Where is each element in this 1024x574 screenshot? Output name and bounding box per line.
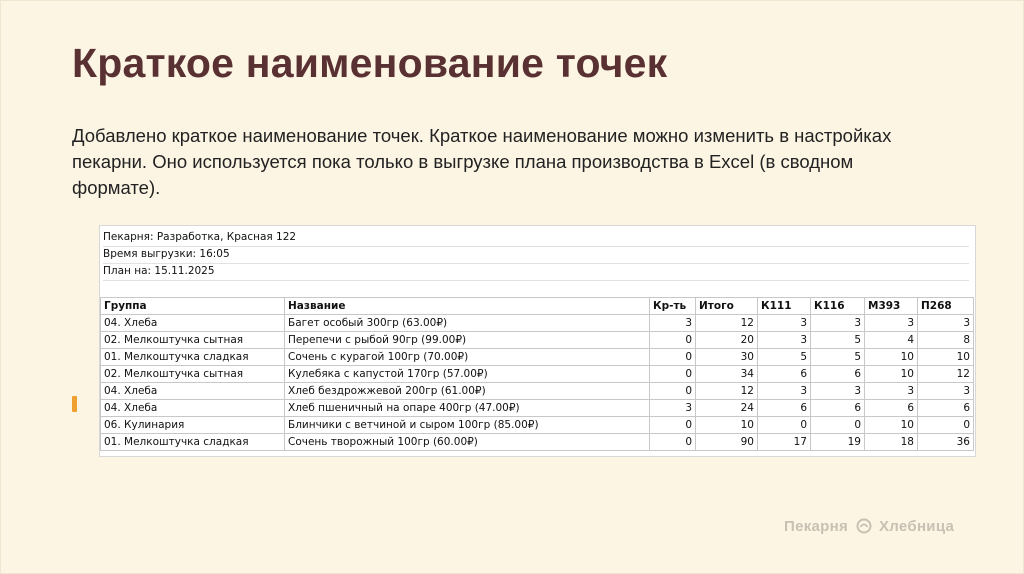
table-row — [101, 349, 974, 366]
table-cell: 3 — [758, 332, 811, 349]
production-plan-table — [100, 297, 974, 451]
table-cell: 0 — [650, 332, 696, 349]
table-cell: 02. Мелкоштучка сытная — [101, 366, 285, 383]
header-m393: М393 — [865, 298, 918, 315]
table-row — [101, 332, 974, 349]
table-cell: 01. Мелкоштучка сладкая — [101, 434, 285, 451]
table-cell: 04. Хлеба — [101, 400, 285, 417]
table-cell: Кулебяка с капустой 170гр (57.00₽) — [285, 366, 650, 383]
table-cell: 17 — [758, 434, 811, 451]
table-row — [101, 383, 974, 400]
table-cell: 6 — [918, 400, 974, 417]
table-cell: 12 — [696, 315, 758, 332]
table-cell: 10 — [865, 366, 918, 383]
table-cell: 8 — [918, 332, 974, 349]
header-total: Итого — [696, 298, 758, 315]
table-cell: 10 — [865, 417, 918, 434]
table-cell: 36 — [918, 434, 974, 451]
table-cell: 01. Мелкоштучка сладкая — [101, 349, 285, 366]
table-cell: 10 — [865, 349, 918, 366]
table-cell: 20 — [696, 332, 758, 349]
table-cell: 4 — [865, 332, 918, 349]
table-row — [101, 400, 974, 417]
brand-text-left: Пекарня — [784, 518, 849, 535]
table-cell: 3 — [918, 315, 974, 332]
table-cell: 5 — [811, 332, 865, 349]
table-cell: Багет особый 300гр (63.00₽) — [285, 315, 650, 332]
table-row — [101, 434, 974, 451]
table-cell: 6 — [758, 366, 811, 383]
table-cell: 6 — [865, 400, 918, 417]
table-cell: 3 — [758, 383, 811, 400]
table-cell: 3 — [811, 315, 865, 332]
table-cell: 0 — [650, 417, 696, 434]
table-cell: 04. Хлеба — [101, 315, 285, 332]
table-cell: Сочень творожный 100гр (60.00₽) — [285, 434, 650, 451]
slide-description: Добавлено краткое наименование точек. Краткое наименование можно изменить в настройках пекарни. Оно используется пока только в выгрузке плана производства в Excel (в сводном формате). — [72, 125, 892, 198]
header-k116: К116 — [811, 298, 865, 315]
table-cell: 34 — [696, 366, 758, 383]
table-cell: 12 — [918, 366, 974, 383]
table-row — [101, 315, 974, 332]
table-cell: 12 — [696, 383, 758, 400]
table-cell: Сочень с курагой 100гр (70.00₽) — [285, 349, 650, 366]
bakery-line: Пекарня: Разработка, Красная 122 — [103, 229, 969, 247]
header-krt: Кр-ть — [650, 298, 696, 315]
slide-title: Краткое наименование точек — [72, 40, 668, 86]
table-cell: 04. Хлеба — [101, 383, 285, 400]
brand-icon — [856, 518, 872, 534]
header-k111: К111 — [758, 298, 811, 315]
table-cell: 10 — [696, 417, 758, 434]
table-cell: 6 — [758, 400, 811, 417]
table-cell: 02. Мелкоштучка сытная — [101, 332, 285, 349]
table-cell: 5 — [758, 349, 811, 366]
brand-logo — [784, 518, 954, 535]
table-header-row — [101, 298, 974, 315]
table-cell: 10 — [918, 349, 974, 366]
table-cell: 06. Кулинария — [101, 417, 285, 434]
accent-marker — [72, 396, 77, 412]
brand-text-right: Хлебница — [879, 518, 955, 535]
table-cell: 0 — [758, 417, 811, 434]
table-cell: Блинчики с ветчиной и сыром 100гр (85.00₽) — [285, 417, 650, 434]
table-cell: 5 — [811, 349, 865, 366]
table-cell: 19 — [811, 434, 865, 451]
table-cell: 0 — [650, 366, 696, 383]
excel-screenshot — [100, 226, 975, 456]
plan-date-line: План на: 15.11.2025 — [103, 263, 969, 281]
export-time-line: Время выгрузки: 16:05 — [103, 246, 969, 264]
empty-row — [103, 280, 969, 298]
header-p268: П268 — [918, 298, 974, 315]
table-cell: Хлеб бездрожжевой 200гр (61.00₽) — [285, 383, 650, 400]
table-cell: 3 — [650, 400, 696, 417]
table-cell: 3 — [650, 315, 696, 332]
table-cell: 30 — [696, 349, 758, 366]
table-cell: 0 — [918, 417, 974, 434]
header-name: Название — [285, 298, 650, 315]
table-cell: 0 — [650, 349, 696, 366]
table-cell: 0 — [811, 417, 865, 434]
table-row — [101, 417, 974, 434]
table-cell: 3 — [865, 383, 918, 400]
table-cell: Перепечи с рыбой 90гр (99.00₽) — [285, 332, 650, 349]
table-cell: 0 — [650, 383, 696, 400]
table-cell: Хлеб пшеничный на опаре 400гр (47.00₽) — [285, 400, 650, 417]
header-group: Группа — [101, 298, 285, 315]
table-row — [101, 366, 974, 383]
table-cell: 6 — [811, 366, 865, 383]
table-cell: 3 — [865, 315, 918, 332]
table-cell: 90 — [696, 434, 758, 451]
table-cell: 3 — [918, 383, 974, 400]
table-cell: 18 — [865, 434, 918, 451]
table-cell: 6 — [811, 400, 865, 417]
table-cell: 3 — [758, 315, 811, 332]
table-cell: 3 — [811, 383, 865, 400]
table-cell: 24 — [696, 400, 758, 417]
table-cell: 0 — [650, 434, 696, 451]
